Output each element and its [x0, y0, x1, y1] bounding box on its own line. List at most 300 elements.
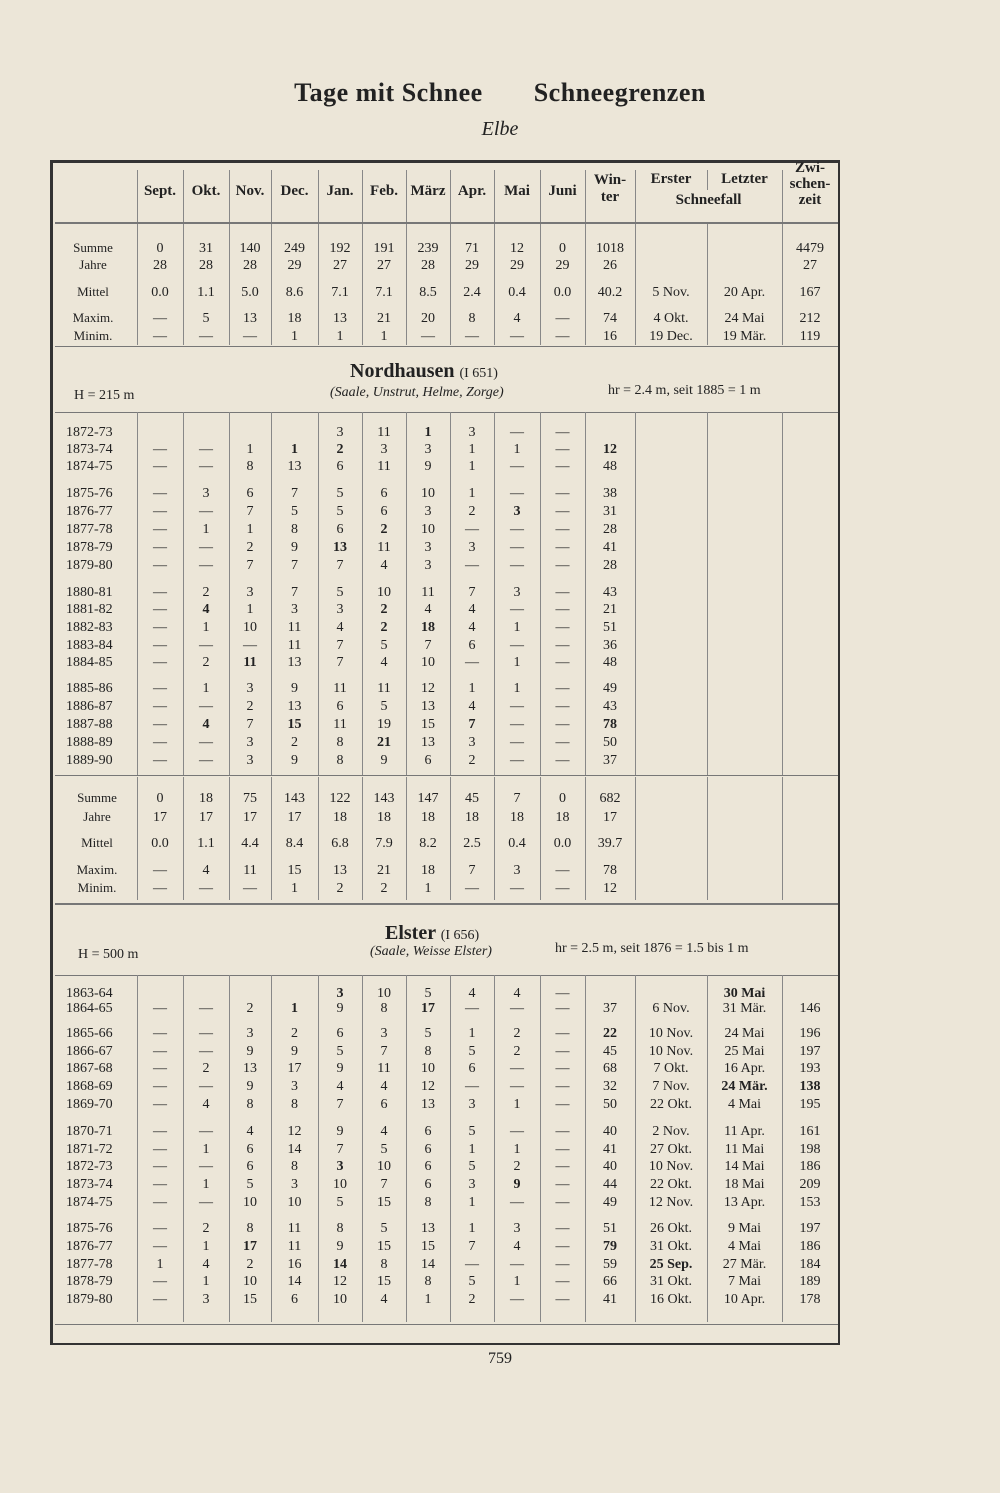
letzter-schneefall: 27 Mär. — [722, 1257, 767, 1272]
summary-value: 13 — [333, 863, 347, 878]
table-cell: — — [510, 735, 524, 750]
table-cell: — — [555, 1292, 570, 1307]
summary-value: — — [555, 329, 570, 344]
summary-value: 8.5 — [419, 285, 437, 300]
table-cell: — — [555, 1274, 570, 1289]
table-cell: 3 — [246, 681, 254, 696]
summary-label: Minim. — [77, 880, 117, 895]
table-cell: 1 — [202, 1274, 210, 1289]
table-cell: 1 — [291, 442, 298, 457]
summary-winter: 78 — [603, 863, 617, 878]
zwischenzeit: 193 — [799, 1061, 821, 1076]
summary-value: 0 — [156, 791, 164, 806]
letzter-schneefall: 4 Mai — [727, 1239, 762, 1254]
winter-total: 41 — [603, 1292, 617, 1307]
table-cell: 1 — [468, 486, 476, 501]
summary-value: 7 — [468, 863, 476, 878]
table-cell: 8 — [246, 459, 254, 474]
table-cell: 2 — [468, 753, 476, 768]
table-cell: — — [510, 425, 524, 440]
table-cell: — — [555, 459, 570, 474]
winter-total: 45 — [603, 1044, 617, 1059]
table-cell: 9 — [291, 1044, 298, 1059]
table-cell: — — [199, 540, 213, 555]
table-cell: — — [510, 699, 524, 714]
column-header-month: Okt. — [191, 183, 221, 199]
summary-value: 147 — [417, 791, 439, 806]
summary-value: — — [199, 329, 213, 344]
table-cell: 10 — [287, 1195, 302, 1210]
erster-schneefall: 31 Okt. — [650, 1239, 692, 1254]
summary-value: 17 — [243, 810, 257, 825]
zwischenzeit: 178 — [799, 1292, 821, 1307]
summary-value: — — [199, 881, 213, 896]
year-label: 1866-67 — [66, 1044, 113, 1059]
table-cell: — — [153, 638, 167, 653]
table-cell: 8 — [336, 1221, 344, 1236]
winter-total: 59 — [603, 1257, 617, 1272]
table-cell: 7 — [380, 1044, 388, 1059]
year-label: 1879-80 — [66, 558, 113, 573]
year-label: 1876-77 — [66, 504, 113, 519]
table-cell: 18 — [421, 620, 435, 635]
table-cell: — — [153, 602, 167, 617]
winter-total: 41 — [603, 1142, 617, 1157]
table-cell: 2 — [380, 620, 388, 635]
summary-winter: 39.7 — [597, 836, 623, 851]
table-cell: 4 — [513, 1239, 521, 1254]
table-cell: 13 — [421, 699, 435, 714]
column-header-month: Juni — [548, 183, 577, 199]
erster-schneefall: 10 Nov. — [648, 1044, 694, 1059]
table-cell: — — [555, 504, 570, 519]
zwischenzeit: 195 — [799, 1097, 821, 1112]
zwischenzeit: 197 — [799, 1044, 821, 1059]
table-cell: — — [199, 1159, 213, 1174]
table-cell: 6 — [336, 1026, 344, 1041]
winter-total: 49 — [603, 1195, 617, 1210]
summary-value: 2.4 — [463, 285, 481, 300]
table-cell: — — [153, 1026, 167, 1041]
table-cell: 5 — [336, 504, 344, 519]
table-cell: — — [153, 558, 167, 573]
table-cell: 6 — [468, 638, 476, 653]
year-label: 1880-81 — [66, 585, 113, 600]
table-cell: — — [153, 1274, 167, 1289]
summary-value: 1 — [380, 329, 388, 344]
table-cell: — — [153, 655, 167, 670]
summary-value: 29 — [555, 258, 570, 273]
summary-value: 8.6 — [285, 285, 304, 300]
table-cell: 3 — [424, 442, 432, 457]
table-cell: 11 — [377, 425, 391, 440]
summary-label: Jahre — [83, 809, 111, 824]
table-cell: — — [465, 558, 479, 573]
table-cell: 17 — [243, 1239, 257, 1254]
table-cell: 2 — [202, 585, 210, 600]
column-rule — [635, 412, 636, 775]
summary-value: 17 — [153, 810, 167, 825]
table-cell: 9 — [246, 1079, 254, 1094]
table-cell: 1 — [468, 1026, 476, 1041]
table-cell: — — [510, 638, 524, 653]
table-cell: — — [510, 540, 524, 555]
summary-winter: 1018 — [596, 241, 624, 256]
table-cell: 6 — [424, 753, 432, 768]
table-cell: 9 — [246, 1044, 254, 1059]
table-cell: 5 — [424, 1026, 432, 1041]
station-title — [385, 922, 479, 945]
table-cell: 5 — [468, 1274, 476, 1289]
summary-value: 13 — [333, 311, 347, 326]
station-hr: hr = 2.4 m, seit 1885 = 1 m — [608, 383, 761, 398]
summary-value: — — [555, 881, 570, 896]
table-cell: 10 — [243, 620, 257, 635]
summary-value: 18 — [199, 791, 213, 806]
summary-value: 192 — [329, 241, 351, 256]
table-cell: 3 — [291, 602, 298, 617]
table-cell: — — [153, 1044, 167, 1059]
summary-value: 5 — [202, 311, 210, 326]
table-cell: 3 — [424, 540, 432, 555]
table-cell: — — [555, 602, 570, 617]
table-cell: — — [153, 486, 167, 501]
table-cell: 7 — [468, 585, 476, 600]
table-cell: — — [153, 459, 167, 474]
year-label: 1881-82 — [66, 602, 113, 617]
letzter-schneefall: 11 Apr. — [724, 1124, 765, 1139]
table-cell: — — [510, 1257, 524, 1272]
table-cell: — — [199, 1001, 213, 1016]
summary-value: 2 — [336, 881, 344, 896]
table-cell: 11 — [287, 1221, 302, 1236]
table-cell: — — [199, 459, 213, 474]
table-cell: — — [555, 1195, 570, 1210]
table-cell: — — [199, 1195, 213, 1210]
winter-total: 68 — [603, 1061, 617, 1076]
table-cell: 6 — [246, 1142, 254, 1157]
winter-total: 37 — [603, 753, 617, 768]
table-cell: — — [153, 585, 167, 600]
row-rule — [55, 222, 838, 224]
letzter-schneefall: 31 Mär. — [722, 1001, 767, 1016]
summary-value: 249 — [284, 241, 305, 256]
table-cell: 5 — [380, 1221, 388, 1236]
table-cell: — — [555, 1079, 570, 1094]
row-rule — [55, 412, 838, 413]
row-rule — [55, 1324, 838, 1325]
table-cell: 1 — [468, 442, 476, 457]
station-height: H = 500 m — [78, 947, 139, 962]
year-label: 1874-75 — [66, 459, 113, 474]
year-label: 1878-79 — [66, 540, 113, 555]
table-cell: 2 — [246, 699, 254, 714]
table-cell: 11 — [377, 1061, 391, 1076]
winter-total: 37 — [603, 1001, 617, 1016]
summary-value: 29 — [287, 258, 302, 273]
table-cell: 2 — [291, 735, 298, 750]
data-table-content — [50, 160, 840, 1345]
table-cell: 2 — [202, 1061, 210, 1076]
table-cell: — — [555, 986, 570, 1001]
station-code: (I 656) — [440, 928, 480, 943]
table-cell: 5 — [336, 1195, 344, 1210]
summary-value: 18 — [555, 810, 570, 825]
table-cell: 7 — [336, 1097, 344, 1112]
table-cell: — — [510, 1195, 524, 1210]
zwischenzeit: 146 — [799, 1001, 821, 1016]
table-cell: 3 — [513, 1221, 521, 1236]
table-cell: 11 — [287, 638, 302, 653]
table-cell: 12 — [333, 1274, 347, 1289]
station-title — [350, 360, 498, 383]
table-cell: 10 — [377, 986, 391, 1001]
summary-value: 13 — [243, 311, 257, 326]
table-cell: 10 — [333, 1292, 347, 1307]
table-cell: 12 — [421, 1079, 435, 1094]
summary-value: — — [153, 329, 167, 344]
table-cell: 7 — [291, 585, 298, 600]
table-cell: — — [555, 1142, 570, 1157]
winter-total: 78 — [603, 717, 617, 732]
zwischenzeit: 186 — [799, 1239, 821, 1254]
summary-value: 20 — [421, 311, 435, 326]
winter-total: 44 — [603, 1177, 617, 1192]
table-cell: — — [555, 638, 570, 653]
table-cell: 14 — [421, 1257, 435, 1272]
winter-total — [585, 424, 635, 442]
table-cell: 16 — [287, 1257, 302, 1272]
table-cell: — — [199, 1026, 213, 1041]
table-cell: 2 — [468, 504, 476, 519]
column-header-winter: Win- ter — [593, 172, 627, 205]
summary-value: 29 — [510, 258, 524, 273]
table-cell: — — [555, 620, 570, 635]
table-cell: 1 — [513, 655, 521, 670]
table-cell: — — [510, 1061, 524, 1076]
summary-value: — — [465, 329, 479, 344]
summary-erster: 19 Dec. — [649, 329, 693, 344]
year-label: 1875-76 — [66, 486, 113, 501]
table-cell: 5 — [336, 585, 344, 600]
summary-winter: 17 — [603, 810, 617, 825]
summary-value: 7.1 — [331, 285, 349, 300]
summary-zwischenzeit: 27 — [803, 258, 817, 273]
table-cell: 3 — [202, 1292, 210, 1307]
table-cell: 5 — [291, 504, 298, 519]
table-cell: 3 — [246, 735, 254, 750]
table-cell: 11 — [287, 1239, 302, 1254]
table-cell: 21 — [377, 735, 391, 750]
erster-schneefall: 2 Nov. — [652, 1124, 690, 1139]
summary-value: — — [153, 311, 167, 326]
table-cell: 14 — [333, 1257, 347, 1272]
summary-value: 1.1 — [197, 285, 215, 300]
erster-schneefall: 7 Okt. — [653, 1061, 689, 1076]
zwischenzeit: 196 — [799, 1026, 821, 1041]
row-rule — [55, 775, 838, 776]
summary-value: — — [510, 329, 524, 344]
winter-total: 51 — [603, 620, 617, 635]
year-label: 1885-86 — [66, 681, 113, 696]
table-cell: — — [555, 486, 570, 501]
summary-zwischenzeit: 212 — [799, 311, 821, 326]
table-cell: 4 — [468, 986, 476, 1001]
winter-total: 66 — [603, 1274, 617, 1289]
table-cell: 2 — [246, 540, 254, 555]
table-cell: — — [510, 522, 524, 537]
letzter-schneefall: 7 Mai — [727, 1274, 762, 1289]
summary-zwischenzeit: 119 — [799, 329, 821, 344]
table-cell: — — [555, 655, 570, 670]
summary-winter: 26 — [603, 258, 617, 273]
table-cell: 4 — [380, 1292, 388, 1307]
summary-value: — — [555, 311, 570, 326]
table-cell: 7 — [468, 717, 476, 732]
table-cell: — — [153, 1142, 167, 1157]
table-cell: 13 — [421, 735, 435, 750]
year-label: 1873-74 — [66, 442, 113, 457]
table-cell: 1 — [468, 459, 476, 474]
column-header-month: Sept. — [143, 183, 177, 199]
table-cell: — — [199, 1079, 213, 1094]
column-header-month: Feb. — [370, 183, 398, 199]
table-cell: — — [465, 1001, 479, 1016]
summary-label: Summe — [73, 240, 113, 255]
summary-value: 11 — [243, 863, 257, 878]
summary-value: — — [153, 863, 167, 878]
table-cell: 8 — [291, 522, 298, 537]
summary-value: 12 — [510, 241, 524, 256]
table-cell: 11 — [421, 585, 435, 600]
table-cell: 1 — [202, 522, 210, 537]
summary-value: 1 — [291, 881, 298, 896]
summary-zwischenzeit: 4479 — [796, 241, 824, 256]
table-cell: — — [510, 602, 524, 617]
table-cell: 4 — [202, 717, 210, 732]
table-cell: 9 — [336, 1001, 344, 1016]
table-cell: 4 — [202, 602, 210, 617]
table-cell: — — [153, 1097, 167, 1112]
table-cell: 3 — [202, 486, 210, 501]
table-cell: 1 — [202, 1142, 210, 1157]
winter-total: 40 — [603, 1124, 617, 1139]
year-label: 1876-77 — [66, 1239, 113, 1254]
table-cell: — — [555, 717, 570, 732]
zwischenzeit: 198 — [799, 1142, 821, 1157]
summary-value: 4.4 — [241, 836, 259, 851]
table-cell: 1 — [513, 620, 521, 635]
table-cell: 6 — [380, 1097, 388, 1112]
summary-letzter: 24 Mai — [724, 311, 765, 326]
year-label: 1865-66 — [66, 1026, 113, 1041]
table-cell: 2 — [513, 1044, 521, 1059]
summary-value: 15 — [287, 863, 302, 878]
table-cell: 12 — [421, 681, 435, 696]
title-left: Tage mit Schnee — [294, 78, 483, 107]
table-cell: 4 — [202, 1257, 210, 1272]
table-cell: 3 — [336, 986, 344, 1001]
letzter-schneefall: 11 Mai — [724, 1142, 765, 1157]
table-cell: 5 — [380, 1142, 388, 1157]
erster-schneefall: 16 Okt. — [650, 1292, 692, 1307]
summary-value: 3 — [513, 863, 521, 878]
zwischenzeit: 186 — [799, 1159, 821, 1174]
table-cell: 11 — [377, 681, 391, 696]
table-cell: 11 — [333, 681, 347, 696]
table-cell: — — [555, 540, 570, 555]
summary-letzter: 20 Apr. — [723, 285, 766, 300]
table-cell: 19 — [377, 717, 391, 732]
summary-value: 45 — [465, 791, 479, 806]
column-header-month: Apr. — [457, 183, 487, 199]
table-cell: 7 — [246, 504, 254, 519]
table-cell: 13 — [287, 655, 302, 670]
table-cell: 17 — [287, 1061, 302, 1076]
table-cell: 10 — [377, 585, 391, 600]
table-cell: — — [153, 1177, 167, 1192]
table-cell: 3 — [468, 1097, 476, 1112]
table-cell: — — [555, 442, 570, 457]
summary-erster: 4 Okt. — [653, 311, 689, 326]
summary-value: 18 — [377, 810, 391, 825]
table-cell: 10 — [333, 1177, 347, 1192]
table-cell — [137, 424, 183, 442]
table-cell: — — [153, 522, 167, 537]
letzter-schneefall: 25 Mai — [724, 1044, 765, 1059]
table-cell: 3 — [468, 425, 476, 440]
table-cell: 7 — [291, 558, 298, 573]
table-cell: 8 — [336, 735, 344, 750]
table-cell: 3 — [513, 585, 521, 600]
year-label: 1869-70 — [66, 1097, 113, 1112]
table-cell: — — [153, 699, 167, 714]
summary-value: 18 — [333, 810, 347, 825]
column-rule — [707, 412, 708, 775]
table-cell: — — [555, 1239, 570, 1254]
table-cell — [271, 424, 318, 442]
year-label: 1886-87 — [66, 699, 113, 714]
summary-value: 0.4 — [508, 285, 526, 300]
station-rivers: (Saale, Weisse Elster) — [370, 944, 492, 959]
winter-total: 31 — [603, 504, 617, 519]
table-cell: 7 — [336, 638, 344, 653]
table-cell: 11 — [377, 459, 391, 474]
table-cell: — — [510, 558, 524, 573]
winter-total: 38 — [603, 486, 617, 501]
year-label: 1873-74 — [66, 1177, 113, 1192]
zwischenzeit: 153 — [799, 1195, 821, 1210]
summary-value: 0.0 — [151, 836, 169, 851]
table-cell: 1 — [202, 681, 210, 696]
table-cell: — — [199, 558, 213, 573]
table-cell: — — [465, 655, 479, 670]
summary-label: Mittel — [77, 284, 109, 299]
table-cell: 5 — [468, 1124, 476, 1139]
summary-value: 29 — [465, 258, 479, 273]
year-label: 1883-84 — [66, 638, 113, 653]
title-right: Schneegrenzen — [533, 78, 706, 107]
table-cell: 1 — [246, 442, 254, 457]
table-cell: 9 — [336, 1239, 344, 1254]
summary-value: 140 — [239, 241, 261, 256]
winter-total: 49 — [603, 681, 617, 696]
table-cell: 2 — [513, 1159, 521, 1174]
table-cell: 1 — [468, 1221, 476, 1236]
table-cell: — — [510, 1124, 524, 1139]
row-rule — [55, 346, 838, 347]
table-cell: 1 — [468, 681, 476, 696]
